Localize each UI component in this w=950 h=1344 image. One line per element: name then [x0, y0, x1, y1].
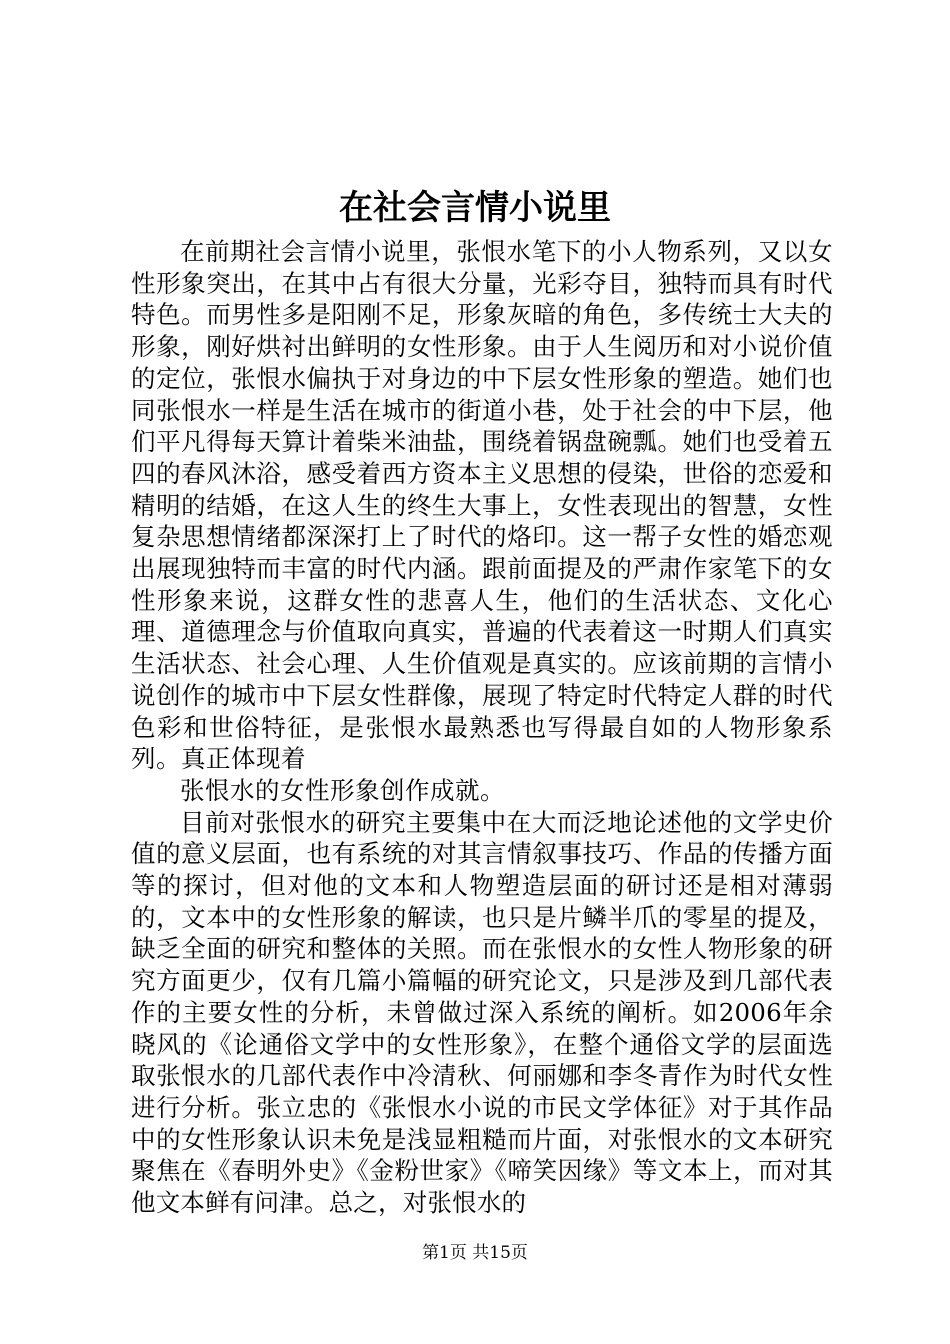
paragraph-3: 目前对张恨水的研究主要集中在大而泛地论述他的文学史价值的意义层面，也有系统的对其言情叙事技巧、作品的传播方面等的探讨，但对他的文本和人物塑造层面的研讨还是相对薄弱的，文本中的女性形象的解读，也只是片鳞半爪的零星的提及，缺乏全面的研究和整体的关照。而在张恨水的女性人物形象的研究方面更少，仅有几篇小篇幅的研究论文，只是涉及到几部代表作的主要女性的分析，未曾做过深入系统的阐析。如2006年余晓风的《论通俗文学中的女性形象》，在整个通俗文学的层面选取张恨水的几部代表作中冷清秋、何丽娜和李冬青作为时代女性进行分析。张立忠的《张恨水小说的市民文学体征》对于其作品中的女性形象认识未免是浅显粗糙而片面，对张恨水的文本研究聚焦在《春明外史》《金粉世家》《啼笑因缘》等文本上，而对其他文本鲜有问津。总之，对张恨水的: [131, 807, 833, 1218]
document-body: [131, 236, 833, 1219]
document-title: 在社会言情小说里: [339, 188, 611, 228]
paragraph-2: 张恨水的女性形象创作成就。: [180, 775, 505, 805]
page-number-footer: 第1页 共15页: [422, 1243, 528, 1263]
paragraph-1: 在前期社会言情小说里，张恨水笔下的小人物系列，又以女性形象突出，在其中占有很大分量，光彩夺目，独特而具有时代特色。而男性多是阳刚不足，形象灰暗的角色，多传统士大夫的形象，刚好烘衬出鲜明的女性形象。由于人生阅历和对小说价值的定位，张恨水偏执于对身边的中下层女性形象的塑造。她们也同张恨水一样是生活在城市的街道小巷，处于社会的中下层，他们平凡得每天算计着柴米油盐，围绕着锅盘碗瓢。她们也受着五四的春风沐浴，感受着西方资本主义思想的侵染，世俗的恋爱和精明的结婚，在这人生的终生大事上，女性表现出的智慧，女性复杂思想情绪都深深打上了时代的烙印。这一帮子女性的婚恋观出展现独特而丰富的时代内涵。跟前面提及的严肃作家笔下的女性形象来说，这群女性的悲喜人生，他们的生活状态、文化心理、道德理念与价值取向真实，普遍的代表着这一时期人们真实生活状态、社会心理、人生价值观是真实的。应该前期的言情小说创作的城市中下层女性群像，展现了特定时代特定人群的时代色彩和世俗特征，是张恨水最熟悉也写得最自如的人物形象系列。真正体现着: [131, 237, 833, 774]
